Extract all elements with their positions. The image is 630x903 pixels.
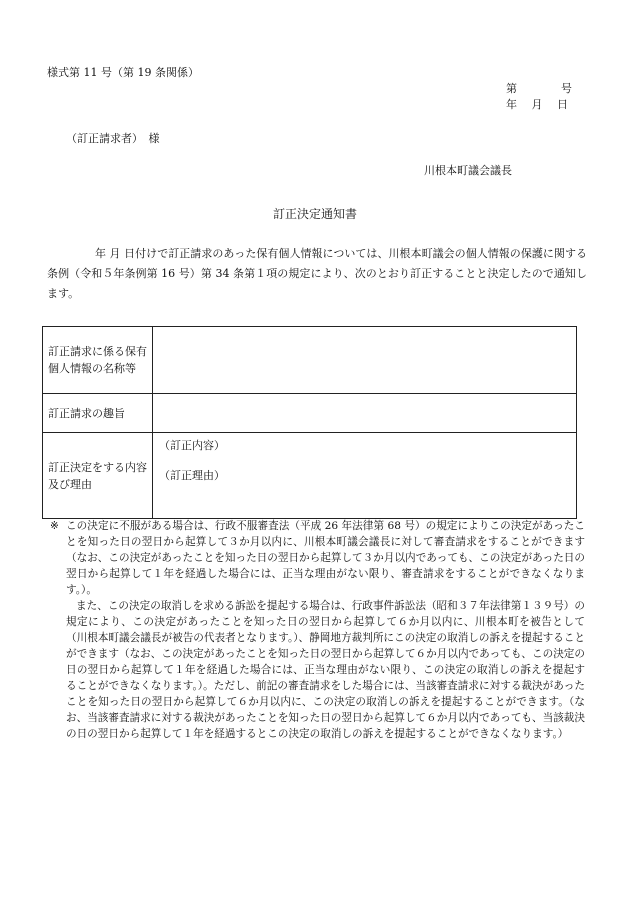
row-label-info-name: 訂正請求に係る保有個人情報の名称等 <box>43 327 153 394</box>
correction-info-table <box>42 326 577 519</box>
note-mark: ※ <box>50 520 59 532</box>
addressee: （訂正請求者） 様 <box>66 132 160 145</box>
table-row <box>43 394 577 433</box>
correction-reason-label: （訂正理由） <box>159 469 225 482</box>
row-value-purpose <box>153 394 577 433</box>
date-line: 年 月 日 <box>506 98 568 111</box>
issuer: 川根本町議会議長 <box>424 164 512 177</box>
row-value-info-name <box>153 327 577 394</box>
row-value-decision <box>153 433 577 519</box>
document-number-line: 第 号 <box>506 82 572 95</box>
note-paragraph-1 <box>50 518 585 598</box>
row-label-decision: 訂正決定をする内容及び理由 <box>43 433 153 519</box>
table-row <box>43 327 577 394</box>
correction-content-label: （訂正内容） <box>159 439 225 452</box>
row-label-purpose: 訂正請求の趣旨 <box>43 394 153 433</box>
note-text-1: この決定に不服がある場合は、行政不服審査法（平成 26 年法律第 68 号）の規定によりこの決定があったことを知った日の翌日から起算して３か月以内に、川根本町議会議長に対して審査請求をすることができます（なお、この決定があったことを知った日の翌日から起算して３か月以内であっても、この決定があった日の翌日から起算して１年を経過した場合には、正当な理由がない限り、審査請求をすることができなくなります。）。 <box>66 520 585 596</box>
note-paragraph-2: また、この決定の取消しを求める訴訟を提起する場合は、行政事件訴訟法（昭和３７年法律第１３９号）の規定により、この決定があったことを知った日の翌日から起算して６か月以内に、川根本町を被告として （川根本町議会議長が被告の代表者となります。）、静岡地方裁判所にこの決定の取消しの訴えを提起することができます（なお、この決定があったことを知った日の翌日から起算して６か月以内であっても、この決定の日の翌日から起算して１年を経過した場合には、正当な理由がない限り、この決定の取消しの訴えを提起することができなくなります。）。ただし、前記の審査請求をした場合には、当該審査請求に対する裁決があったことを知った日の翌日から起算して６か月以内に、この決定の取消しの訴えを提起することができます。（なお、当該審査請求に対する裁決があったことを知った日の翌日から起算して６か月以内であっても、当該裁決の日の翌日から起算して１年を経過するとこの決定の取消しの訴えを提起することができなくなります。） <box>66 600 596 740</box>
form-number: 様式第 11 号（第 19 条関係） <box>47 66 199 79</box>
body-paragraph: 年 月 日付けで訂正請求のあった保有個人情報については、川根本町議会の個人情報の保護に関する条例（令和５年条例第 16 号）第 34 条第１項の規定により、次のとおり訂正することと決定したので通知します。 <box>47 247 587 300</box>
document-title: 訂正決定通知書 <box>272 207 357 221</box>
table-row <box>43 433 577 519</box>
notes-section <box>50 518 596 742</box>
